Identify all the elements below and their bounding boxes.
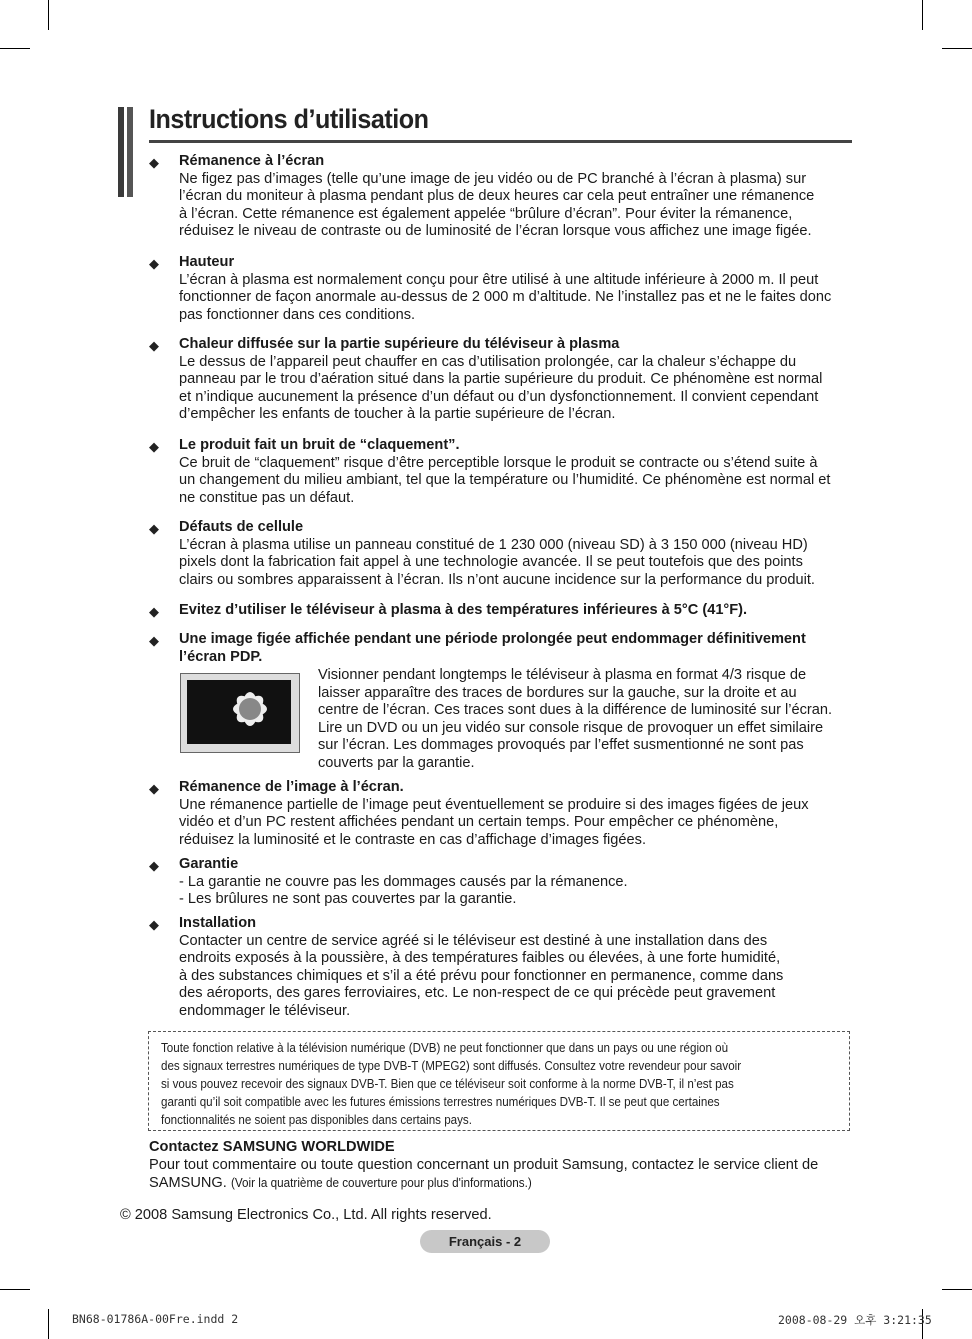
text-line: d’empêcher les enfants de toucher à la partie supérieure de l’écran. xyxy=(179,406,616,423)
diamond-bullet-icon: ◆ xyxy=(149,155,159,170)
text-line: garanti qu’il soit compatible avec les futures émissions terrestres numériques DVB-T. Il se peut que certaines xyxy=(161,1094,720,1109)
diamond-bullet-icon: ◆ xyxy=(149,338,159,353)
text-line: un changement du milieu ambiant, tel que la température ou l’humidité. Ce phénomène est normal et xyxy=(179,472,831,489)
text-line: laisser apparaître des traces de bordures sur la gauche, sur la droite et au xyxy=(318,684,797,701)
section-hauteur xyxy=(149,254,854,324)
crop-mark xyxy=(0,48,30,49)
text-line: réduisez le niveau de contraste ou de luminosité de l’écran lorsque vous affichez une image figée. xyxy=(179,223,812,240)
copyright: © 2008 Samsung Electronics Co., Ltd. All rights reserved. xyxy=(120,1207,492,1223)
diamond-bullet-icon: ◆ xyxy=(149,439,159,454)
text-line: Ce bruit de “claquement” risque d’être perceptible lorsque le produit se contracte ou s’étend suite à xyxy=(179,454,818,471)
text-span: SAMSUNG. xyxy=(149,1175,227,1191)
text-line: à des substances chimiques et s’il a été prévu pour fonctionner en permanence, comme dans xyxy=(179,967,784,984)
page-title: Instructions d’utilisation xyxy=(149,104,429,134)
section-heading: Hauteur xyxy=(179,254,235,270)
title-decoration xyxy=(118,107,135,197)
section-remanence-image xyxy=(149,779,854,849)
section-body xyxy=(179,933,854,1021)
text-line: Contacter un centre de service agréé si le téléviseur est destiné à une installation dans des xyxy=(179,932,768,949)
text-line: clairs ou sombres apparaissent à l’écran. Ils n’ont aucune incidence sur la performance du produit. xyxy=(179,571,815,588)
text-line: Une rémanence partielle de l’image peut éventuellement se produire si des images figées de jeux xyxy=(179,796,809,813)
text-line: à l’écran. Cette rémanence est également appelée “brûlure d’écran”. Pour éviter la rémanence, xyxy=(179,205,793,222)
text-line: - La garantie ne couvre pas les dommages causés par la rémanence. xyxy=(179,873,628,890)
tv-screen-image xyxy=(180,673,300,753)
text-line: vidéo et d’un PC restent affichées pendant un certain temps. Pour empêcher ce phénomène, xyxy=(179,814,779,831)
text-line: et n’indique aucunement la présence d’un défaut ou d’un dysfonctionnement. Il convient cependant xyxy=(179,388,819,405)
section-heading: Installation xyxy=(179,915,257,931)
section-heading: Rémanence à l’écran xyxy=(179,153,325,169)
text-line: sur l’écran. Les dommages provoqués par l’effet susmentionné ne sont pas xyxy=(318,737,804,754)
section-heading: Garantie xyxy=(179,856,239,872)
page-number-badge: Français - 2 xyxy=(420,1230,550,1253)
section-body xyxy=(179,797,854,850)
crop-mark xyxy=(942,1289,972,1290)
section-temperatures xyxy=(149,602,854,620)
text-line: si vous pouvez recevoir des signaux DVB-T. Bien que ce téléviseur soit conforme à la norme DVB-T, il n’est pas xyxy=(161,1076,734,1091)
diamond-bullet-icon: ◆ xyxy=(149,858,159,873)
crop-mark xyxy=(48,0,49,30)
text-line: Ne figez pas d’images (telle qu’une image de jeu vidéo ou de PC branché à l’écran à plasma) sur xyxy=(179,170,807,187)
text-line: Lire un DVD ou un jeu vidéo sur console risque de provoquer un effet similaire xyxy=(318,719,824,736)
text-line: centre de l’écran. Ces traces sont dues à la différence de luminosité sur l’écran. xyxy=(318,702,833,719)
pdp-description xyxy=(318,667,858,773)
section-heading: Défauts de cellule xyxy=(179,519,304,535)
contact-small-note: (Voir la quatrième de couverture pour plus d'informations.) xyxy=(230,1175,532,1190)
section-garantie xyxy=(149,856,854,909)
contact-text xyxy=(149,1174,854,1192)
text-line: Visionner pendant longtemps le téléviseur à plasma en format 4/3 risque de xyxy=(318,667,807,683)
title-rule xyxy=(149,140,852,143)
section-installation xyxy=(149,915,854,1021)
section-heading: Une image figée affichée pendant une période prolongée peut endommager définitivement l’écran PDP. xyxy=(179,631,806,665)
diamond-bullet-icon: ◆ xyxy=(149,521,159,536)
section-image-figee xyxy=(149,631,854,666)
section-body xyxy=(179,171,854,241)
text-line: couverts par la garantie. xyxy=(318,754,475,771)
text-line: endommager le téléviseur. xyxy=(179,1002,351,1019)
text-line: pixels dont la fabrication fait appel à une technologie avancée. Il se peut toutefois que des points xyxy=(179,554,803,571)
diamond-bullet-icon: ◆ xyxy=(149,604,159,619)
footer-filename: BN68-01786A-00Fre.indd 2 xyxy=(72,1312,239,1326)
section-claquement xyxy=(149,437,854,507)
footer-timestamp: 2008-08-29 오후 3:21:35 xyxy=(778,1313,932,1327)
section-body xyxy=(179,874,854,909)
text-line: l’écran du moniteur à plasma pendant plus de deux heures car cela peut entraîner une rémanence xyxy=(179,188,815,205)
section-heading: Chaleur diffusée sur la partie supérieure du téléviseur à plasma xyxy=(179,336,620,352)
diamond-bullet-icon: ◆ xyxy=(149,781,159,796)
text-line: Le dessus de l’appareil peut chauffer en cas d’utilisation prolongée, car la chaleur s’échappe du xyxy=(179,353,797,370)
section-body xyxy=(179,537,854,590)
contact-text: Pour tout commentaire ou toute question concernant un produit Samsung, contactez le service client de xyxy=(149,1157,819,1173)
diamond-bullet-icon: ◆ xyxy=(149,633,159,648)
text-line: - Les brûlures ne sont pas couvertes par la garantie. xyxy=(179,891,517,908)
text-line: L’écran à plasma utilise un panneau constitué de 1 230 000 (niveau SD) à 3 150 000 (niveau HD) xyxy=(179,536,808,553)
contact-heading: Contactez SAMSUNG WORLDWIDE xyxy=(149,1139,395,1155)
section-heading: Le produit fait un bruit de “claquement”. xyxy=(179,437,460,453)
text-line: endroits exposés à la poussière, à des températures faibles ou élevées, à une forte humidité, xyxy=(179,950,781,967)
text-line: Toute fonction relative à la télévision numérique (DVB) ne peut fonctionner que dans un pays ou une région où xyxy=(161,1040,729,1055)
dvb-note-box xyxy=(148,1031,850,1131)
section-body xyxy=(179,272,854,325)
text-line: des signaux terrestres numériques de type DVB-T (MPEG2) sont diffusés. Consultez votre revendeur pour savoir xyxy=(161,1058,742,1073)
section-defauts-cellule xyxy=(149,519,854,589)
text-line: ne constitue pas un défaut. xyxy=(179,489,355,506)
crop-mark xyxy=(922,0,923,30)
diamond-bullet-icon: ◆ xyxy=(149,917,159,932)
section-body xyxy=(179,354,854,424)
text-line: L’écran à plasma est normalement conçu pour être utilisé à une altitude inférieure à 2000 m. Il peut xyxy=(179,271,819,288)
text-line: panneau par le trou d’aération situé dans la partie supérieure du produit. Ce phénomène est normal xyxy=(179,371,823,388)
section-heading: Rémanence de l’image à l’écran. xyxy=(179,779,404,795)
section-chaleur xyxy=(149,336,854,424)
text-line: pas fonctionner dans ces conditions. xyxy=(179,306,416,323)
section-remanence xyxy=(149,153,854,241)
text-line: fonctionnalités ne soient pas disponibles dans certains pays. xyxy=(161,1112,472,1127)
text-line: réduisez la luminosité et le contraste en cas d’affichage d’images figées. xyxy=(179,831,646,848)
crop-mark xyxy=(48,1309,49,1339)
crop-mark xyxy=(942,48,972,49)
text-line: des aéroports, des gares ferroviaires, etc. Le non-respect de ce qui précède peut gravement xyxy=(179,985,776,1002)
contact-section xyxy=(149,1138,854,1192)
diamond-bullet-icon: ◆ xyxy=(149,256,159,271)
crop-mark xyxy=(0,1289,30,1290)
section-body xyxy=(179,455,854,508)
section-heading: Evitez d’utiliser le téléviseur à plasma à des températures inférieures à 5°C (41°F). xyxy=(179,602,748,618)
text-line: fonctionner de façon anormale au-dessus de 2 000 m d’altitude. Ne l’installez pas et ne le faites donc xyxy=(179,289,832,306)
